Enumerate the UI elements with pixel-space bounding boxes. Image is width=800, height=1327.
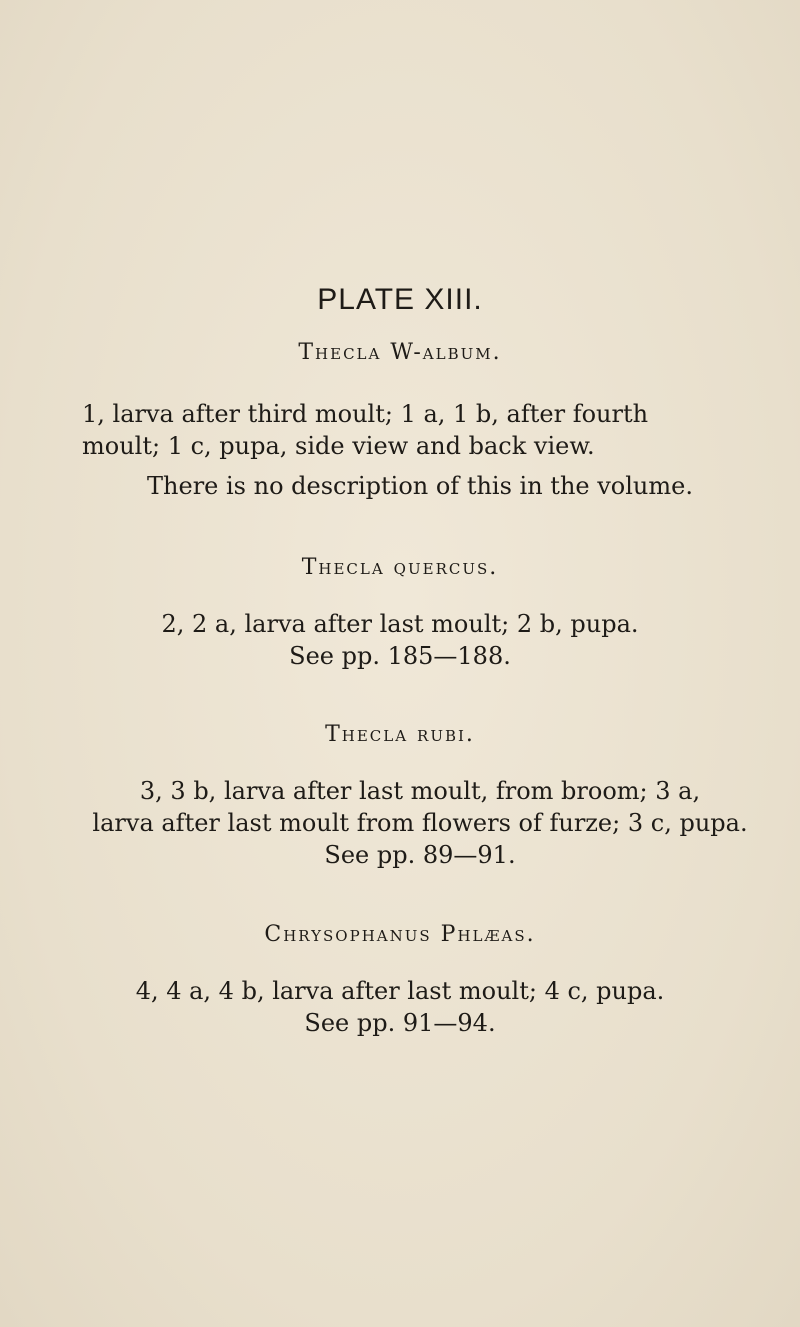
text-line: moult; 1 c, pupa, side view and back view.	[82, 432, 595, 460]
text-line: See pp. 89—91.	[324, 841, 516, 869]
section-text-thecla-w-album	[82, 398, 754, 462]
text-line: 2, 2 a, larva after last moult; 2 b, pupa.	[161, 610, 639, 638]
section-heading-thecla-quercus: Thecla quercus.	[301, 555, 499, 580]
section-heading-thecla-w-album: Thecla W-album.	[298, 340, 502, 365]
section-heading-thecla-rubi: Thecla rubi.	[325, 722, 475, 747]
text-line: 1, larva after third moult; 1 a, 1 b, after fourth	[82, 400, 649, 428]
plate-title: PLATE XIII.	[317, 283, 483, 316]
text-line: larva after last moult from flowers of furze; 3 c, pupa.	[92, 809, 748, 837]
section-note-thecla-w-album: There is no description of this in the volume.	[147, 472, 693, 500]
text-line: 3, 3 b, larva after last moult, from broom; 3 a,	[139, 777, 701, 805]
text-line: See pp. 91—94.	[304, 1009, 496, 1037]
section-text-chrysophanus-phlaeas	[100, 975, 700, 1039]
section-heading-chrysophanus-phlaeas: Chrysophanus Phlæas.	[264, 922, 536, 947]
text-line: 4, 4 a, 4 b, larva after last moult; 4 c, pupa.	[135, 977, 665, 1005]
section-text-thecla-quercus	[100, 608, 700, 672]
section-text-thecla-rubi	[80, 775, 760, 871]
text-line: See pp. 185—188.	[289, 642, 511, 670]
